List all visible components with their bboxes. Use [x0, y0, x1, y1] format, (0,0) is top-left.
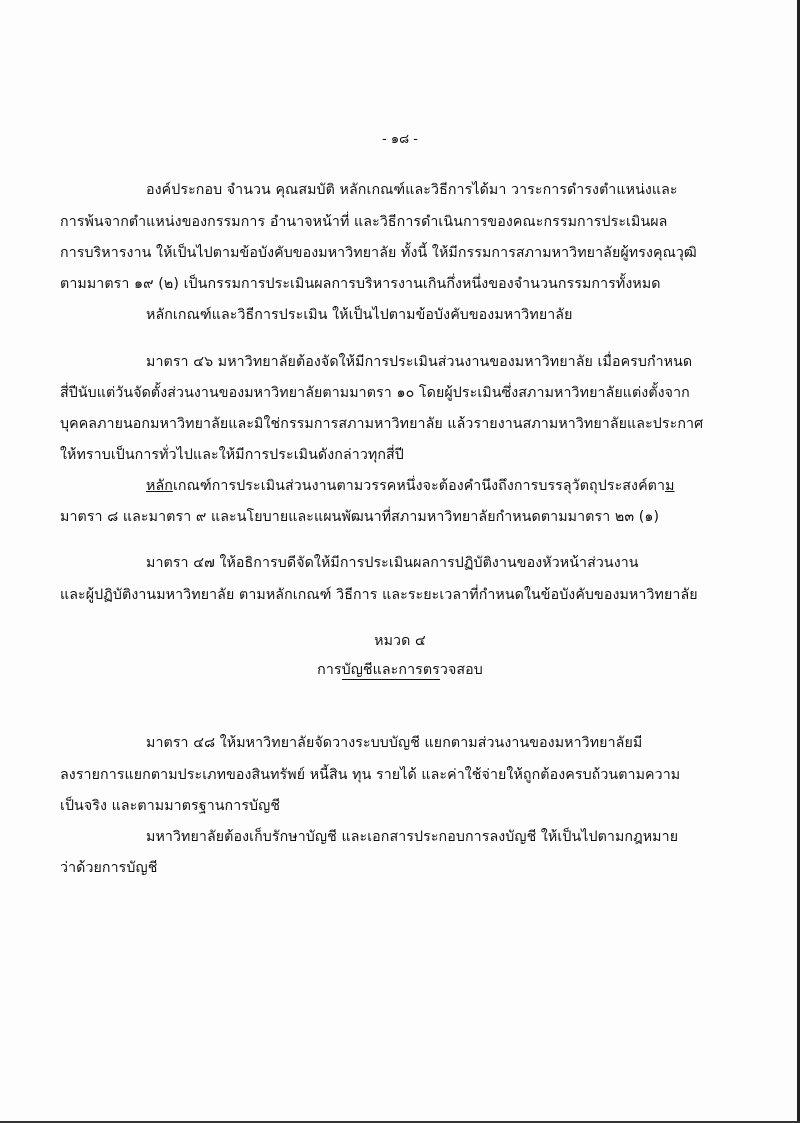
sec48-line-1: มาตรา ๔๘ ให้มหาวิทยาลัยจัดวางระบบบัญชี แยกตามส่วนงานของมหาวิทยาลัยมี [146, 735, 643, 751]
sec47-line-2: และผู้ปฏิบัติงานมหาวิทยาลัย ตามหลักเกณฑ์ วิธีการ และระยะเวลาที่กำหนดในข้อบังคับของมหาวิทยาลัย [60, 587, 698, 603]
sec-prev-line-3: การบริหารงาน ให้เป็นไปตามข้อบังคับของมหาวิทยาลัย ทั้งนี้ ให้มีกรรมการสภามหาวิทยาลัยผู้ทรงคุณวุฒิ [60, 245, 697, 261]
chapter-number: หมวด ๔ [374, 633, 426, 649]
sec-prev-line-2: การพ้นจากตำแหน่งของกรรมการ อำนาจหน้าที่ และวิธีการดำเนินการของคณะกรรมการประเมินผล [60, 214, 668, 230]
sec47-line-1: มาตรา ๔๗ ให้อธิการบดีจัดให้มีการประเมินผลการปฏิบัติงานของหัวหน้าส่วนงาน [146, 555, 639, 571]
chapter-title: การบัญชีและการตรวจสอบ [317, 662, 483, 678]
sec48-line-3: เป็นจริง และตามมาตรฐานการบัญชี [60, 798, 281, 814]
sec46-line-5-text: เกณฑ์การประเมินส่วนงานตามวรรคหนึ่งจะต้องคำนึงถึงการบรรลุวัตถุประสงค์ตา [172, 478, 666, 494]
chapter-divider [342, 679, 440, 680]
underlined-word-end: ม [665, 478, 675, 494]
sec48-line-4: มหาวิทยาลัยต้องเก็บรักษาบัญชี และเอกสารประกอบการลงบัญชี ให้เป็นไปตามกฎหมาย [146, 829, 679, 845]
underlined-word-start: หลัก [146, 478, 173, 494]
sec48-line-2: ลงรายการแยกตามประเภทของสินทรัพย์ หนี้สิน ทุน รายได้ และค่าใช้จ่ายให้ถูกต้องครบถ้วนตามความ [60, 767, 681, 783]
page-number: - ๑๘ - [382, 132, 418, 147]
sec-prev-line-1: องค์ประกอบ จำนวน คุณสมบัติ หลักเกณฑ์และวิธีการได้มา วาระการดำรงตำแหน่งและ [146, 182, 678, 198]
sec46-line-3: บุคคลภายนอกมหาวิทยาลัยและมิใช่กรรมการสภามหาวิทยาลัย แล้วรายงานสภามหาวิทยาลัยและประกาศ [60, 416, 704, 432]
sec46-line-4: ให้ทราบเป็นการทั่วไปและให้มีการประเมินดังกล่าวทุกสี่ปี [60, 447, 404, 463]
sec46-line-1: มาตรา ๔๖ มหาวิทยาลัยต้องจัดให้มีการประเมินส่วนงานของมหาวิทยาลัย เมื่อครบกำหนด [146, 354, 693, 370]
sec46-line-5 [146, 476, 675, 496]
sec-prev-line-4: ตามมาตรา ๑๙ (๒) เป็นกรรมการประเมินผลการบริหารงานเกินกึ่งหนึ่งของจำนวนกรรมการทั้งหมด [60, 276, 661, 292]
sec-prev-line-5: หลักเกณฑ์และวิธีการประเมิน ให้เป็นไปตามข้อบังคับของมหาวิทยาลัย [146, 307, 573, 323]
sec46-line-6: มาตรา ๘ และมาตรา ๙ และนโยบายและแผนพัฒนาที่สภามหาวิทยาลัยกำหนดตามมาตรา ๒๓ (๑) [60, 509, 660, 525]
sec46-line-2: สี่ปีนับแต่วันจัดตั้งส่วนงานของมหาวิทยาลัยตามมาตรา ๑๐ โดยผู้ประเมินซึ่งสภามหาวิทยาลัยแต่งตั้งจาก [60, 385, 690, 401]
sec48-line-5: ว่าด้วยการบัญชี [60, 860, 158, 876]
